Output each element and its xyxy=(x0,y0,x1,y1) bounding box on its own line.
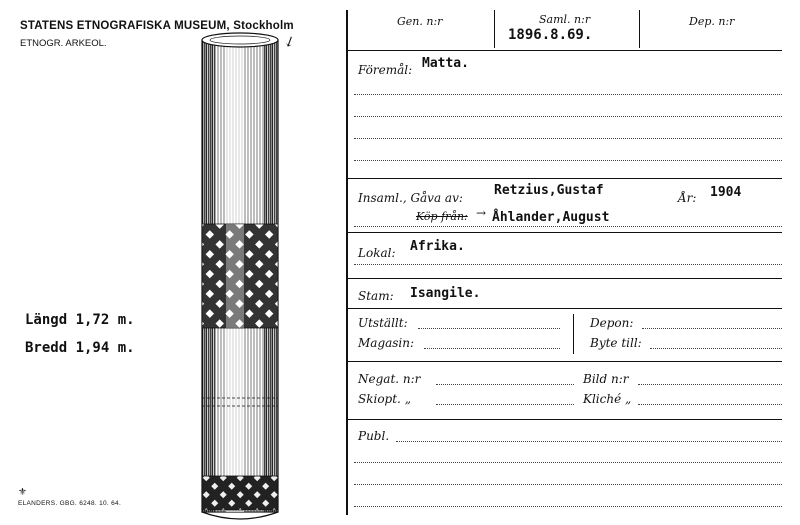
lokal-value: Afrika. xyxy=(410,239,465,254)
arrow-right-icon: → xyxy=(476,206,487,220)
saml-nr-label: Saml. n:r xyxy=(539,13,591,26)
magasin-label: Magasin: xyxy=(358,336,415,350)
depon-label: Depon: xyxy=(590,316,634,330)
skiopt-label: Skiopt. „ xyxy=(358,392,411,406)
width-measurement: Bredd 1,94 m. xyxy=(25,340,135,356)
gen-nr-label: Gen. n:r xyxy=(397,15,443,28)
printer-logo-icon: ⚜ xyxy=(18,487,27,498)
bild-label: Bild n:r xyxy=(583,372,629,386)
catalog-card xyxy=(346,10,782,515)
stam-label: Stam: xyxy=(358,289,394,303)
printer-credit: ELANDERS. GBG. 6248. 10. 64. xyxy=(18,500,122,507)
publ-label: Publ. xyxy=(358,429,390,443)
foremal-value: Matta. xyxy=(422,56,469,71)
foremal-label: Föremål: xyxy=(358,63,413,77)
kliche-label: Kliché „ xyxy=(583,392,632,406)
museum-title: STATENS ETNOGRAFISKA MUSEUM, Stockholm xyxy=(20,20,294,32)
saml-nr-value: 1896.8.69. xyxy=(508,27,593,43)
arrow-icon: ↙ xyxy=(281,32,299,52)
lokal-label: Lokal: xyxy=(358,246,396,260)
insaml-value: Retzius,Gustaf xyxy=(494,183,604,198)
dep-nr-label: Dep. n:r xyxy=(689,15,735,28)
length-measurement: Längd 1,72 m. xyxy=(25,312,135,328)
ar-label: År: xyxy=(678,191,697,205)
kop-value: Åhlander,August xyxy=(492,210,610,225)
card-left-border xyxy=(346,10,348,515)
insaml-label: Insaml., Gåva av: xyxy=(358,191,463,205)
department-label: ETNOGR. ARKEOL. xyxy=(20,38,107,49)
rolled-mat-illustration xyxy=(190,28,290,520)
byte-till-label: Byte till: xyxy=(590,336,642,350)
negat-label: Negat. n:r xyxy=(358,372,421,386)
stam-value: Isangile. xyxy=(410,286,481,301)
kop-label: Köp från: xyxy=(416,210,468,223)
utstallt-label: Utställt: xyxy=(358,316,408,330)
ar-value: 1904 xyxy=(710,185,742,200)
